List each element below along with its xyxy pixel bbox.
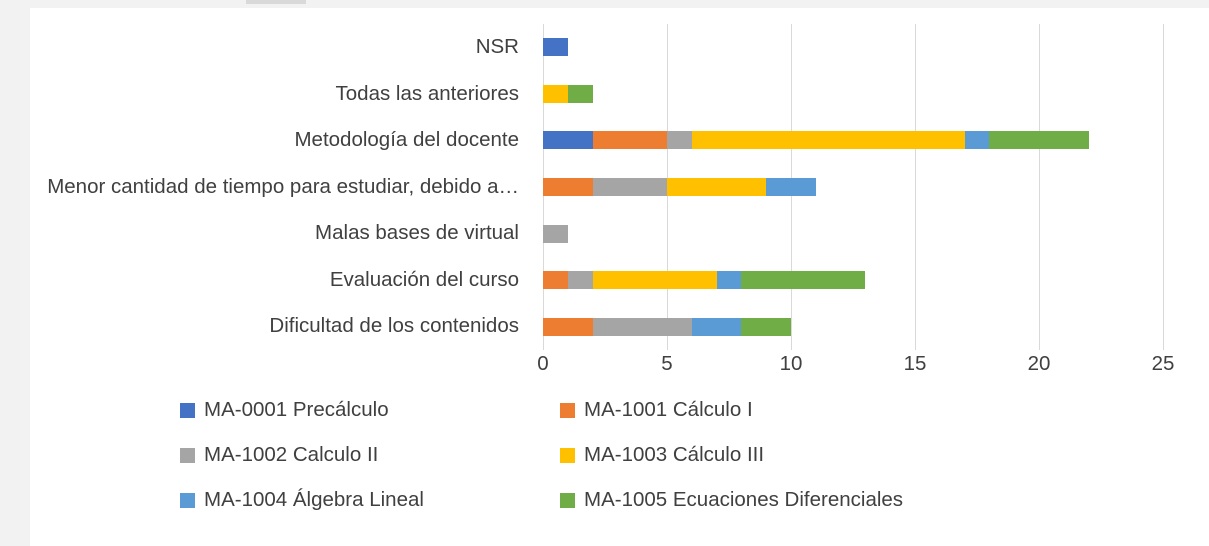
bar-segment[interactable] bbox=[741, 318, 791, 336]
bar-row bbox=[543, 303, 1163, 350]
bar-row bbox=[543, 117, 1163, 164]
bar-segment[interactable] bbox=[543, 38, 568, 56]
bar-row bbox=[543, 210, 1163, 257]
legend-swatch bbox=[180, 403, 195, 418]
legend-label: MA-0001 Precálculo bbox=[204, 398, 389, 421]
bar-segment[interactable] bbox=[543, 225, 568, 243]
bar-track bbox=[543, 225, 1163, 243]
bar-segment[interactable] bbox=[692, 131, 965, 149]
bar-segment[interactable] bbox=[593, 131, 667, 149]
legend-label: MA-1004 Álgebra Lineal bbox=[204, 488, 424, 511]
bar-segment[interactable] bbox=[667, 178, 766, 196]
bar-track bbox=[543, 271, 1163, 289]
bar-row bbox=[543, 164, 1163, 211]
bar-row bbox=[543, 24, 1163, 71]
legend-swatch bbox=[560, 493, 575, 508]
value-tick-label: 0 bbox=[537, 352, 549, 375]
bar-segment[interactable] bbox=[766, 178, 816, 196]
legend-swatch bbox=[560, 403, 575, 418]
legend-swatch bbox=[180, 448, 195, 463]
category-label: Menor cantidad de tiempo para estudiar, debido a… bbox=[47, 174, 519, 198]
legend-swatch bbox=[560, 448, 575, 463]
bar-segment[interactable] bbox=[568, 271, 593, 289]
category-label: Evaluación del curso bbox=[329, 267, 519, 291]
bar-track bbox=[543, 38, 1163, 56]
bar-segment[interactable] bbox=[543, 85, 568, 103]
bar-segment[interactable] bbox=[543, 271, 568, 289]
value-tick-label: 10 bbox=[779, 352, 803, 375]
category-label: Metodología del docente bbox=[294, 128, 519, 152]
value-tick-label: 15 bbox=[903, 352, 927, 375]
plot-area bbox=[543, 24, 1163, 350]
gridline bbox=[1163, 24, 1164, 350]
category-label: Malas bases de virtual bbox=[315, 221, 519, 245]
bar-segment[interactable] bbox=[543, 131, 593, 149]
bar-track bbox=[543, 131, 1163, 149]
bar-track bbox=[543, 178, 1163, 196]
bar-segment[interactable] bbox=[965, 131, 990, 149]
legend-item[interactable] bbox=[560, 398, 753, 422]
bar-segment[interactable] bbox=[543, 178, 593, 196]
legend-item[interactable] bbox=[560, 443, 764, 467]
bar-segment[interactable] bbox=[593, 271, 717, 289]
bar-segment[interactable] bbox=[543, 318, 593, 336]
legend-item[interactable] bbox=[180, 443, 378, 467]
bar-segment[interactable] bbox=[692, 318, 742, 336]
top-accent-mark bbox=[246, 0, 306, 4]
category-label: Dificultad de los contenidos bbox=[269, 314, 519, 338]
bar-rows bbox=[543, 24, 1163, 350]
value-tick-label: 25 bbox=[1151, 352, 1175, 375]
legend-swatch bbox=[180, 493, 195, 508]
category-label: NSR bbox=[475, 35, 519, 58]
top-background-strip bbox=[0, 0, 1209, 8]
value-tick-label: 5 bbox=[661, 352, 673, 375]
category-axis-labels bbox=[0, 24, 531, 350]
category-label: Todas las anteriores bbox=[335, 81, 519, 105]
legend-item[interactable] bbox=[180, 488, 424, 512]
bar-segment[interactable] bbox=[593, 318, 692, 336]
legend-label: MA-1002 Calculo II bbox=[204, 443, 379, 466]
bar-row bbox=[543, 71, 1163, 118]
legend-item[interactable] bbox=[180, 398, 389, 422]
bar-track bbox=[543, 85, 1163, 103]
bar-segment[interactable] bbox=[667, 131, 692, 149]
bar-segment[interactable] bbox=[593, 178, 667, 196]
bar-row bbox=[543, 257, 1163, 304]
bar-segment[interactable] bbox=[717, 271, 742, 289]
value-tick-label: 20 bbox=[1027, 352, 1051, 375]
legend-label: MA-1001 Cálculo I bbox=[584, 398, 753, 421]
chart-legend bbox=[180, 398, 1080, 528]
value-axis-labels bbox=[537, 352, 1175, 382]
bar-track bbox=[543, 318, 1163, 336]
bar-segment[interactable] bbox=[568, 85, 593, 103]
legend-label: MA-1005 Ecuaciones Diferenciales bbox=[584, 488, 904, 511]
legend-item[interactable] bbox=[560, 488, 903, 512]
legend-label: MA-1003 Cálculo III bbox=[584, 443, 765, 466]
bar-segment[interactable] bbox=[989, 131, 1088, 149]
bar-segment[interactable] bbox=[741, 271, 865, 289]
